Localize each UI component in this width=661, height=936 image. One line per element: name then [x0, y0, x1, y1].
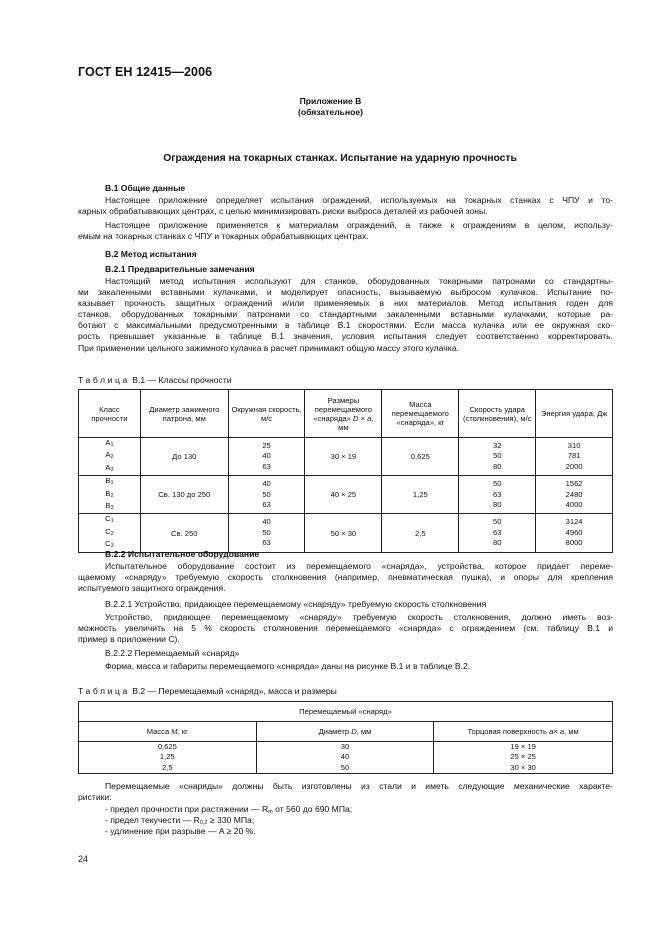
text-line: рость превышает указанные в таблице В.1 значения, условия испытания следует соответственно корректировать. — [78, 331, 613, 342]
text-line: Настоящее приложение применяется к материалам ограждений, а также к ограждениям в целом, использу- — [105, 220, 613, 230]
document-header: ГОСТ ЕН 12415—2006 — [78, 65, 213, 79]
annex-title: Ограждения на токарных станках. Испытание на ударную прочность — [163, 153, 517, 164]
text-line: Настоящее приложение определяет испытания ограждений, используемых на токарных станках с ЧПУ и то- — [105, 195, 613, 205]
impact-cell: 32 50 80 — [459, 438, 536, 476]
diameter-cell: До 130 — [140, 438, 228, 476]
caption-text: В.2 — Перемещаемый «снаряд», масса и размеры — [129, 686, 337, 696]
diameter-cell: 30 40 50 — [256, 742, 434, 774]
diameter-cell: Св. 250 — [140, 514, 228, 552]
col-header: Масса перемещаемого «снаряда», кг — [382, 390, 459, 438]
paragraph-b221 — [78, 612, 613, 645]
section-b2-heading: В.2 Метод испытания — [105, 249, 197, 259]
col-header: Скорость удара (столкновения), м/с — [459, 390, 536, 438]
col-header: Размеры перемещаемого «снаряда» D × a, мм — [305, 390, 382, 438]
col-header: Масса М, кг — [79, 722, 257, 742]
text-line: В.2.2.2 Перемещаемый «снаряд» — [105, 648, 240, 658]
col-header: Торцовая поверхность a× a, мм — [434, 722, 613, 742]
list-item: - предел прочности при растяжении — $R_m$ от 560 до 690 МПа; — [105, 804, 353, 815]
paragraph-materials — [78, 781, 613, 803]
table-b2 — [78, 701, 613, 774]
size-cell: 50 × 30 — [305, 514, 382, 552]
table-b1-caption — [78, 375, 232, 385]
text-line: щаемому «снаряду» требуемую скорость столкновения (например, пневматическая пушка), и опоры для крепления — [78, 572, 613, 583]
text-line: испытуемого защитного ограждения. — [78, 583, 226, 594]
text-line: карных обрабатывающих центрах, с целью минимизировать риски выброса деталей из рабочей зоны. — [78, 206, 488, 217]
text-line: станков, оборудованных токарными патронами со стандартными закаленными вставными кулачками, которые ра- — [78, 309, 613, 320]
table-header-row — [79, 722, 613, 742]
diameter-cell: Св. 130 до 250 — [140, 476, 228, 514]
table-b2-caption — [78, 686, 337, 696]
mass-cell: 1,25 — [382, 476, 459, 514]
paragraph-b222-heading — [78, 648, 613, 659]
text-line: ристики: — [78, 792, 112, 803]
table-row — [79, 514, 613, 552]
table-group-header — [79, 702, 613, 722]
face-cell: 19 × 19 25 × 25 30 × 30 — [434, 742, 613, 774]
col-header: Энергия удара, Дж — [536, 390, 613, 438]
section-b21-heading: В.2.1 Предварительные замечания — [105, 264, 255, 274]
text-line: можность увеличить на 5 % скорость столкновения перемещаемого «снаряда» с ограждением (см. таблицу В.1 и — [78, 623, 613, 634]
table-word: Таблица — [78, 375, 130, 385]
class-cell: $В_1$ $В_2$ $В_3$ — [79, 476, 141, 514]
size-cell: 40 × 25 — [305, 476, 382, 514]
text-line: В.2.2.1 Устройство, придающее перемещаемому «снаряду» требуемую скорость столкновения — [105, 599, 487, 609]
table-row — [79, 742, 613, 774]
mass-cell: 0,625 1,25 2,5 — [79, 742, 257, 774]
size-cell: 30 × 19 — [305, 438, 382, 476]
list-item: - предел текучести — $R_{0,2} \ge 330$ МПа; — [105, 815, 255, 827]
speed-cell: 40 50 63 — [228, 476, 305, 514]
text-line: Испытательное оборудование состоит из перемещаемого «снаряда», устройства, которое придает переме- — [105, 561, 613, 571]
section-b22-heading: В.2.2 Испытательное оборудование — [105, 549, 260, 559]
group-header: Перемещаемый «снаряд» — [79, 702, 613, 722]
properties-list — [78, 804, 613, 837]
text-line: Устройство, придающее перемещаемому «снаряду» требуемую скорость столкновения, должно иметь воз- — [105, 612, 613, 622]
text-line: Настоящий метод испытания используют для станков, оборудованных токарными патронами со стандартны- — [105, 276, 613, 286]
col-header: Диаметр D, мм — [256, 722, 434, 742]
annex-status: (обязательное) — [297, 107, 364, 117]
class-cell: $А_1$ $А_2$ $А_3$ — [79, 438, 141, 476]
impact-cell: 50 63 80 — [459, 514, 536, 552]
page-number: 24 — [78, 854, 89, 864]
text-line: При применении цельного зажимного кулачка в расчет принимают общую массу этого кулачка. — [78, 342, 459, 353]
energy-cell: 3124 4960 8000 — [536, 514, 613, 552]
speed-cell: 25 40 63 — [228, 438, 305, 476]
col-header: Диаметр зажимного патрона, мм — [140, 390, 228, 438]
table-header-row — [79, 390, 613, 438]
col-header: Окружная скорость, м/с — [228, 390, 305, 438]
paragraph-b1-2 — [78, 220, 613, 242]
paragraph-b1-1 — [78, 195, 613, 217]
speed-cell: 40 50 63 — [228, 514, 305, 552]
text-line: казывает прочность защитных ограждений и/или применяемых в них материалов. Метод испытания годен для — [78, 298, 613, 309]
class-cell: $С_1$ $С_2$ $С_3$ — [79, 514, 141, 552]
impact-cell: 50 63 80 — [459, 476, 536, 514]
paragraph-b22 — [78, 561, 613, 594]
table-word: Таблица — [78, 686, 130, 696]
paragraph-b222 — [78, 661, 613, 672]
paragraph-b221-heading — [78, 599, 613, 610]
text-line: пример в приложении С). — [78, 634, 180, 645]
table-b1 — [78, 389, 613, 553]
mass-cell: 0,625 — [382, 438, 459, 476]
table-row — [79, 476, 613, 514]
text-line: емым на токарных станках с ЧПУ и токарных обрабатывающих центрах. — [78, 231, 369, 242]
energy-cell: 1562 2480 4000 — [536, 476, 613, 514]
text-line: Форма, масса и габариты перемещаемого «снаряда» даны на рисунке В.1 и в таблице В.2. — [105, 661, 471, 671]
list-item: - удлинение при разрыве — A ≥ 20 %. — [105, 826, 256, 837]
text-line: Перемещаемые «снаряды» должны быть изготовлены из стали и иметь следующие механические характе- — [105, 781, 613, 791]
col-header: Класс прочности — [79, 390, 141, 438]
caption-text: В.1 — Классы прочности — [129, 375, 232, 385]
text-line: ми закаленными вставными кулачками, и моделирует опасность, вызываемую выбросом кулачков. Испытание по- — [78, 287, 613, 298]
annex-label: Приложение В — [299, 96, 362, 106]
energy-cell: 310 781 2000 — [536, 438, 613, 476]
paragraph-b21 — [78, 276, 613, 354]
mass-cell: 2,5 — [382, 514, 459, 552]
table-row — [79, 438, 613, 476]
text-line: ботают с максимальными предусмотренными в таблице В.1 скоростями. Если масса кулачка или ее окружная ско- — [78, 320, 613, 331]
section-b1-heading: В.1 Общие данные — [105, 183, 186, 193]
